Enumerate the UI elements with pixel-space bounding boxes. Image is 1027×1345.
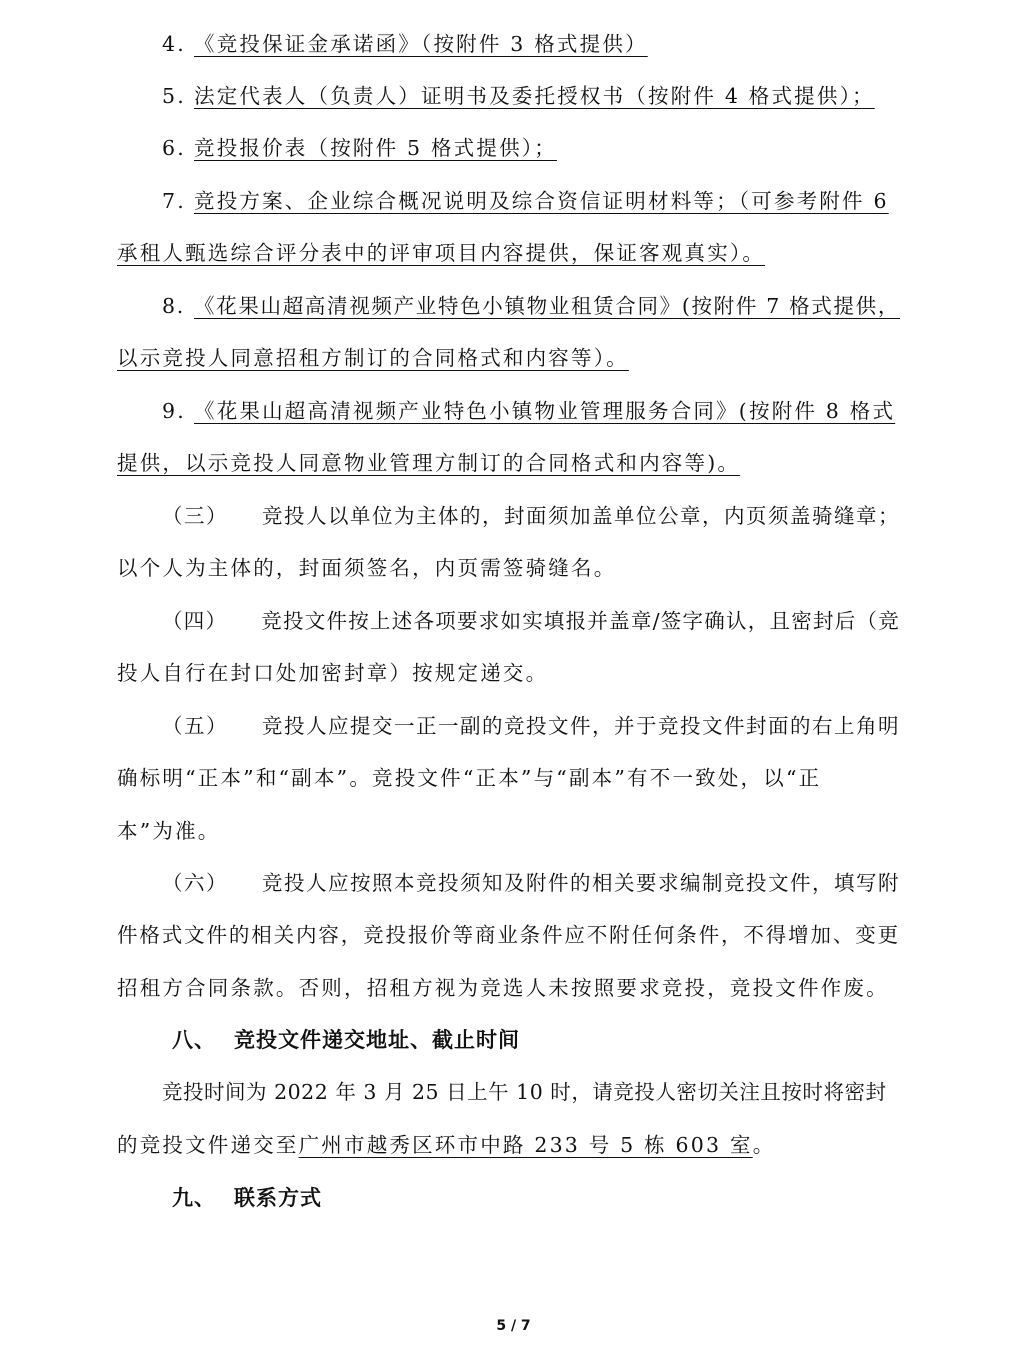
- item-text: 竞投方案、企业综合概况说明及综合资信证明材料等；（可参考附件 6: [194, 189, 889, 213]
- item-text: 以示竞投人同意招租方制订的合同格式和内容等）。: [117, 346, 629, 370]
- item-number: 6.: [162, 136, 186, 160]
- list-item-7: [162, 187, 889, 215]
- clause-5-continued: [117, 764, 821, 792]
- item-number: 8.: [162, 294, 185, 318]
- clause-text: 确标明“正本”和“副本”。竞投文件“正本”与“副本”有不一致处，以“正: [117, 766, 822, 790]
- clause-4: [162, 607, 900, 635]
- clause-text: 竞投文件按上述各项要求如实填报并盖章/签字确认，且密封后（竞: [261, 609, 901, 633]
- item-number: 7.: [162, 189, 186, 213]
- section-8-paragraph: [162, 1078, 886, 1106]
- clause-text: 本”为准。: [117, 819, 221, 843]
- page-number: 5 / 7: [496, 1318, 531, 1334]
- item-number: 4.: [162, 32, 186, 56]
- item-text: 法定代表人（负责人）证明书及委托授权书（按附件 4 格式提供）；: [194, 84, 875, 108]
- clause-4-continued: [117, 659, 548, 687]
- clause-5-continued: [117, 817, 220, 845]
- list-item-6: [162, 134, 557, 162]
- clause-text: 竞投人应提交一正一副的竞投文件，并于竞投文件封面的右上角明: [262, 714, 900, 738]
- list-item-8: [162, 292, 900, 320]
- item-text: 提供，以示竞投人同意物业管理方制订的合同格式和内容等)。: [117, 451, 741, 475]
- paragraph-text: 竞投时间为 2022 年 3 月 25 日上午 10 时，请竞投人密切关注且按时将密封: [162, 1080, 887, 1104]
- clause-text: 以个人为主体的，封面须签名，内页需签骑缝名。: [117, 556, 617, 580]
- clause-text: 竞投人应按照本竞投须知及附件的相关要求编制竞投文件，填写附: [262, 871, 900, 895]
- list-item-9: [162, 397, 895, 425]
- clause-text: 招租方合同条款。否则，招租方视为竞选人未按照要求竞投，竞投文件作废。: [117, 976, 889, 1000]
- item-text: 《竞投保证金承诺函》（按附件 3 格式提供）: [194, 32, 648, 56]
- section-title: 联系方式: [234, 1186, 322, 1210]
- item-number: 5.: [162, 84, 186, 108]
- section-8-heading: [172, 1026, 520, 1054]
- section-8-paragraph-continued: [117, 1131, 775, 1159]
- clause-text: 竞投人以单位为主体的，封面须加盖单位公章，内页须盖骑缝章；: [262, 504, 900, 528]
- list-item-9-continued: [117, 449, 740, 477]
- list-item-8-continued: [117, 344, 629, 372]
- section-title: 竞投文件递交地址、截止时间: [234, 1028, 520, 1052]
- section-number: 九、: [172, 1186, 216, 1210]
- clause-6-continued: [117, 974, 889, 1002]
- clause-text: 投人自行在封口处加密封章）按规定递交。: [117, 661, 549, 685]
- paragraph-text: 。: [752, 1133, 776, 1157]
- list-item-5: [162, 82, 875, 110]
- clause-5: [162, 712, 900, 740]
- item-text: 《花果山超高清视频产业特色小镇物业管理服务合同》(按附件 8 格式: [194, 399, 896, 423]
- clause-3-continued: [117, 554, 616, 582]
- item-number: 9.: [162, 399, 186, 423]
- clause-label: （四）: [162, 609, 228, 633]
- clause-3: [162, 502, 900, 530]
- paragraph-text: 的竞投文件递交至: [117, 1133, 299, 1157]
- clause-6: [162, 869, 900, 897]
- clause-label: （三）: [162, 504, 228, 528]
- clause-text: 件格式文件的相关内容，竞投报价等商业条件应不附任何条件，不得增加、变更: [117, 923, 900, 947]
- clause-label: （五）: [162, 714, 228, 738]
- list-item-7-continued: [117, 239, 765, 267]
- section-number: 八、: [172, 1028, 216, 1052]
- address-text: 广州市越秀区环市中路 233 号 5 栋 603 室: [298, 1133, 753, 1157]
- clause-6-continued: [117, 921, 900, 949]
- clause-label: （六）: [162, 871, 228, 895]
- item-text: 承租人甄选综合评分表中的评审项目内容提供，保证客观真实）。: [117, 241, 766, 265]
- item-text: 竞投报价表（按附件 5 格式提供）；: [194, 136, 557, 160]
- item-text: 《花果山超高清视频产业特色小镇物业租赁合同》(按附件 7 格式提供，: [194, 294, 900, 318]
- section-9-heading: [172, 1184, 322, 1212]
- list-item-4: [162, 30, 648, 58]
